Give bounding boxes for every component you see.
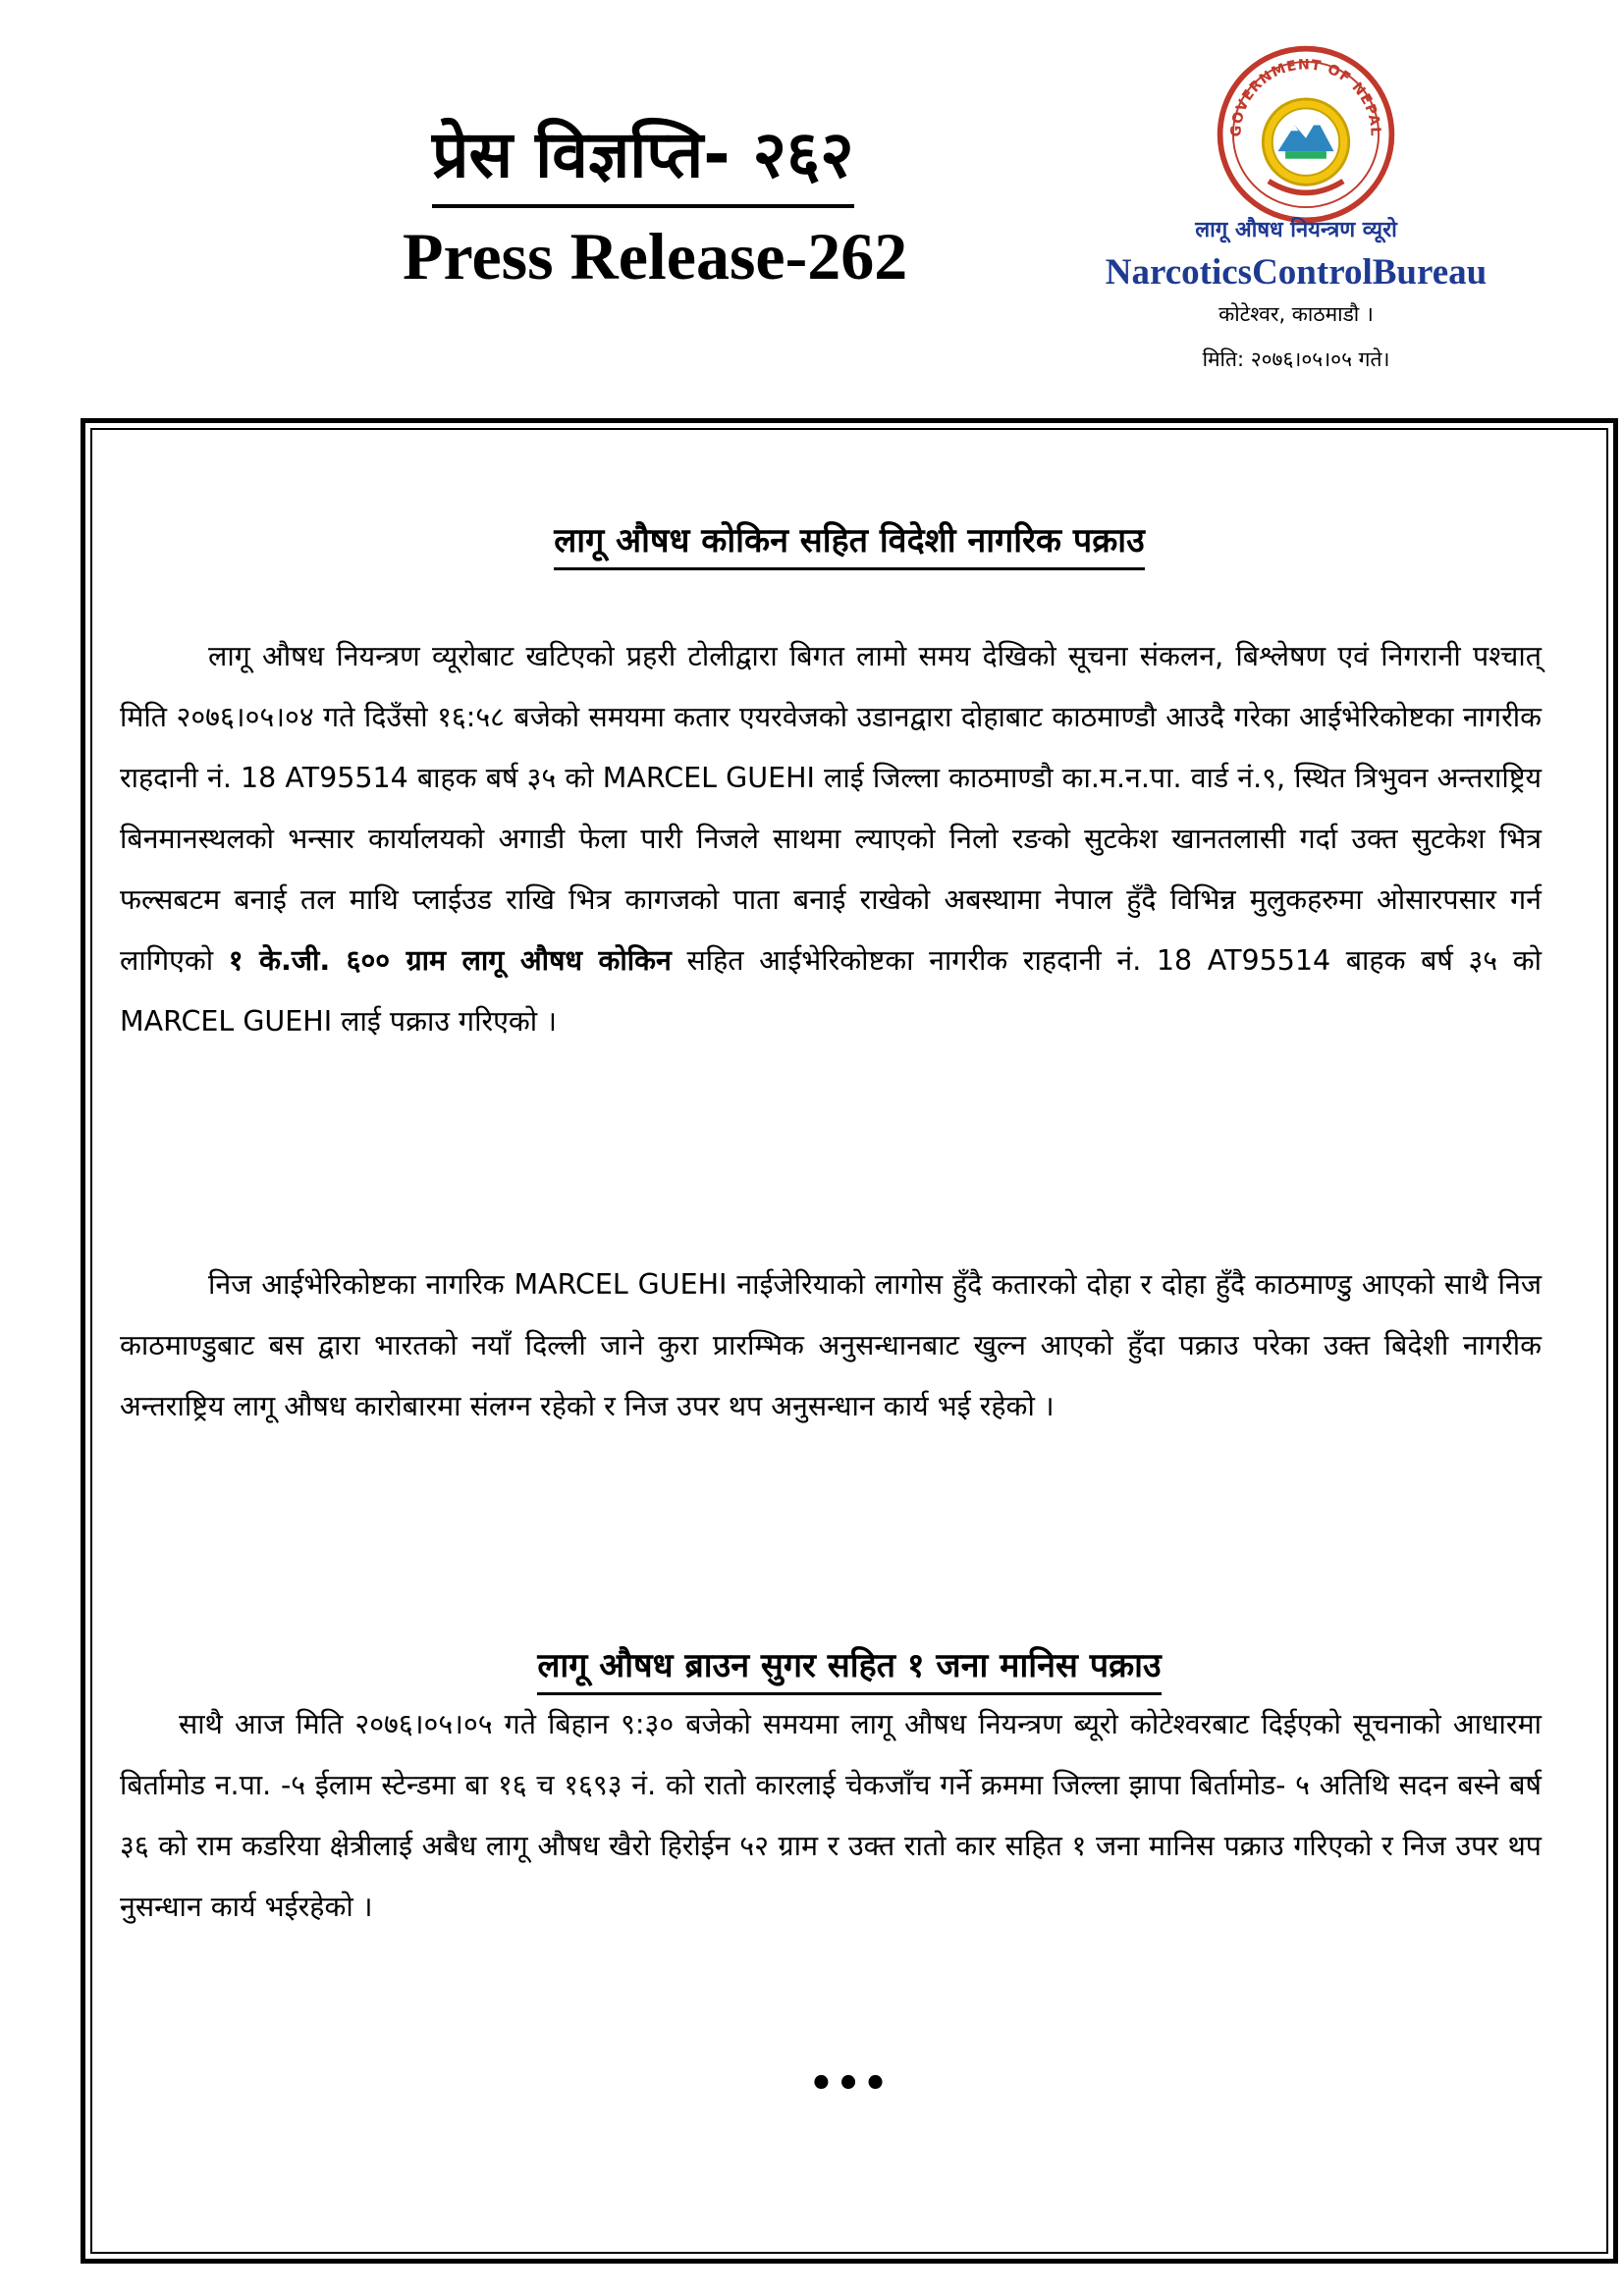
page-title-en: Press Release-262 [403,219,908,294]
end-ellipsis: ••• [808,2061,891,2107]
section1-para1-text-a: लागू औषध नियन्त्रण व्यूरोबाट खटिएको प्रहरी टोलीद्वारा बिगत लामो समय देखिको सूचना संकलन, बिश्लेषण एवं निगरानी पश्चात् मिति २०७६।०५।०४ गते दिउँसो १६:५८ बजेको समयमा कतार एयरवेजको उडानद्वारा दोहाबाट काठमाण्डौ आउदै गरेका आईभेरिकोष्टका नागरीक राहदानी नं. 18 AT95514 बाहक बर्ष ३५ को MARCEL GUEHI लाई जिल्ला काठमाण्डौ का.म.न.पा. वार्ड नं.९, स्थित त्रिभुवन अन्तराष्ट्रिय बिनमानस्थलको भन्सार कार्यालयको अगाडी फेला पारी निजले साथमा ल्याएको निलो रङको सुटकेश खानतलासी गर्दा उक्त सुटकेश भित्र फल्सबटम बनाई तल माथि प्लाईउड राखि भित्र कागजको पाता बनाई राखेको अबस्थामा नेपाल हुँदै विभिन्न मुलुकहरुमा ओसारपसार गर्न लागिएको [120,640,1542,977]
section2-heading [90,1641,1608,1695]
section1-para1-text-b: सहित आईभेरिकोष्टका नागरीक राहदानी नं. 18 AT95514 बाहक बर्ष ३५ को MARCEL GUEHI लाई पक्राउ गरिएको । [120,944,1542,1038]
org-name-np: लागू औषध नियन्त्रण व्यूरो [1195,218,1397,242]
nepal-government-emblem-icon [1213,41,1399,228]
page-title-np: प्रेस विज्ञप्ति- २६२ [432,108,854,208]
emblem-text: GOVERNMENT OF NEPAL [1228,57,1383,137]
org-address: कोटेश्वर, काठमाडौ । [1218,302,1374,326]
org-name-en: NarcoticsControlBureau [1105,252,1488,293]
section1-para1-bold: १ के.जी. ६०० ग्राम लागू औषध कोकिन [228,944,672,977]
section1-paragraph-2: निज आईभेरिकोष्टका नागरिक MARCEL GUEHI नाईजेरियाको लागोस हुँदै कतारको दोहा र दोहा हुँदै काठमाण्डु आएको साथै निज काठमाण्डुबाट बस द्वारा भारतको नयाँ दिल्ली जाने कुरा प्रारम्भिक अनुसन्धानबाट खुल्न आएको हुँदा पक्राउ परेका उक्त बिदेशी नागरीक अन्तराष्ट्रिय लागू औषध कारोबारमा संलग्न रहेको र निज उपर थप अनुसन्धान कार्य भई रहेको । [120,1268,1542,1422]
section1-heading [90,516,1608,570]
section2-heading-text: लागू औषध ब्राउन सुगर सहित १ जना मानिस पक्राउ [537,1641,1161,1695]
section2-paragraph: साथै आज मिति २०७६।०५।०५ गते बिहान ९:३० बजेको समयमा लागू औषध नियन्त्रण ब्यूरो कोटेश्वरबाट दिईएको सूचनाको आधारमा बिर्तामोड न.पा. -५ ईलाम स्टेन्डमा बा १६ च १६९३ नं. को रातो कारलाई चेकजाँच गर्ने क्रममा जिल्ला झापा बिर्तामोड- ५ अतिथि सदन बस्ने बर्ष ३६ को राम कडरिया क्षेत्रीलाई अबैध लागू औषध खैरो हिरोईन ५२ ग्राम र उक्त रातो कार सहित १ जना मानिस पक्राउ गरिएको र निज उपर थप नुसन्धान कार्य भईरहेको । [120,1708,1542,1923]
release-date: मिति: २०७६।०५।०५ गते। [1202,347,1390,371]
section1-heading-text: लागू औषध कोकिन सहित विदेशी नागरिक पक्राउ [554,516,1145,570]
section1-paragraph-1 [120,626,1542,1052]
